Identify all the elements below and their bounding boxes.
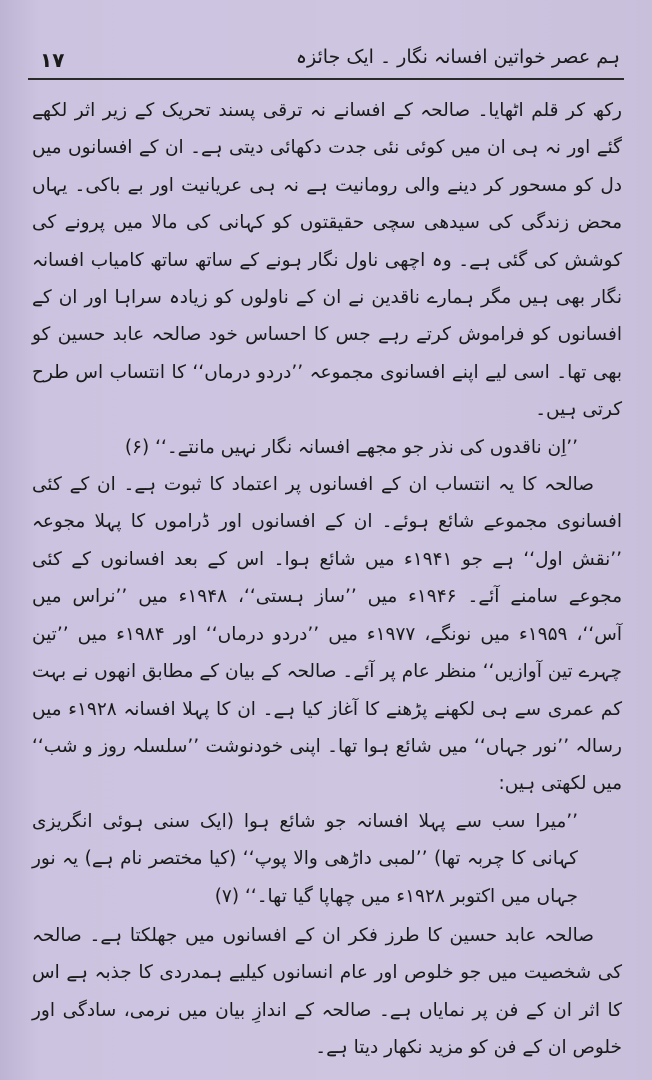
paragraph-3: صالحہ عابد حسین کا طرز فکر ان کے افسانوں میں جھلکتا ہے۔ صالحہ کی شخصیت میں جو خلوص اور عام انسانوں کیلیے ہمدردی کا جذبہ ہے اس کا اثر ان کے فن پر نمایاں ہے۔ صالحہ کے اندازِ بیان میں نرمی، سادگی اور خلوص ان کے فن کو مزید نکھار دیتا ہے۔	[32, 924, 622, 1059]
paragraph-1: رکھ کر قلم اٹھایا۔ صالحہ کے افسانے نہ ترقی پسند تحریک کے زیر اثر لکھے گئے اور نہ ہی ان میں کوئی نئی جدت دکھائی دیتی ہے۔ ان کے افسانوں میں دل کو مسحور کر دینے والی رومانیت ہے نہ ہی عریانیت اور بے باکی۔ یہاں محض زندگی کی سیدھی سچی حقیقتوں کو کہانی کی مالا میں پرونے کی کوشش کی گئی ہے۔ وہ اچھی ناول نگار ہونے کے ساتھ ساتھ کامیاب افسانہ نگار بھی ہیں مگر ہمارے ناقدین نے ان کے ناولوں کو زیادہ سراہا اور ان کے افسانوں کو فراموش کرتے رہے جس کا احساس خود صالحہ عابد حسین کو بھی تھا۔ اسی لیے اپنے افسانوی مجموعہ ’’دردو درماں‘‘ کا انتساب اس طرح کرتی ہیں۔	[32, 100, 622, 421]
body-text	[32, 92, 622, 1067]
paragraph-2: صالحہ کا یہ انتساب ان کے افسانوں پر اعتماد کا ثبوت ہے۔ ان کے کئی افسانوی مجموعے شائع ہوئے۔ ان کے افسانوں اور ڈراموں کا پہلا مجوعہ ’’نقش اول‘‘ ہے جو ۱۹۴۱ء میں شائع ہوا۔ اس کے بعد افسانوں کے کئی مجوعے سامنے آئے۔ ۱۹۴۶ء میں ’’ساز ہستی‘‘، ۱۹۴۸ء میں ’’نراس میں آس‘‘، ۱۹۵۹ء میں نونگے، ۱۹۷۷ء میں ’’دردو درماں‘‘ اور ۱۹۸۴ء میں ’’تین چہرے تین آوازیں‘‘ منظر عام پر آئے۔ صالحہ کے بیان کے مطابق انھوں نے بہت کم عمری سے ہی لکھنے پڑھنے کا آغاز کیا ہے۔ ان کا پہلا افسانہ ۱۹۲۸ء میں رسالہ ’’نور جہاں‘‘ میں شائع ہوا تھا۔ اپنی خودنوشت ’’سلسلہ روز و شب‘‘ میں لکھتی ہیں:	[32, 474, 622, 795]
running-title: ہم عصر خواتین افسانہ نگار ۔ ایک جائزہ	[295, 46, 620, 68]
quote-dedication: ’’اِن ناقدوں کی نذر جو مجھے افسانہ نگار نہیں مانتے۔‘‘ (۶)	[124, 436, 578, 458]
page-header	[28, 38, 624, 80]
page-number: ۱۷	[40, 48, 65, 72]
quote-autobiography: ’’میرا سب سے پہلا افسانہ جو شائع ہوا (ایک سنی ہوئی انگریزی کہانی کا چربہ تھا) ’’لمبی داڑھی والا پوپ‘‘ (کیا مختصر نام ہے) یہ نور جہاں میں اکتوبر ۱۹۲۸ء میں چھاپا گیا تھا۔‘‘ (۷)	[32, 810, 578, 907]
